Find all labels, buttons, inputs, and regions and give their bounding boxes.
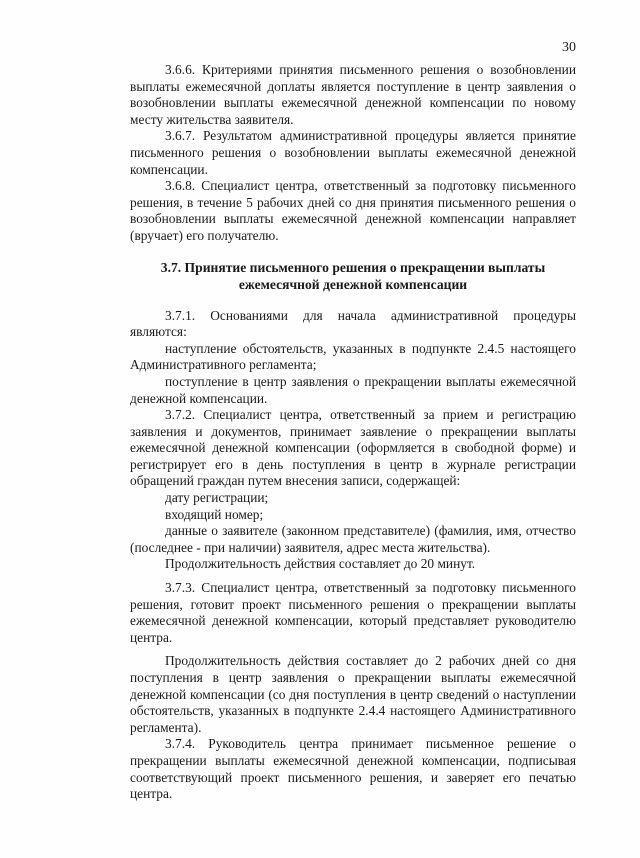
document-body [130, 62, 576, 803]
paragraph-ground-application: поступление в центр заявления о прекращении выплаты ежемесячной денежной компенсации. [130, 373, 576, 406]
paragraph-3-7-1: 3.7.1. Основаниями для начала административной процедуры являются: [130, 307, 576, 340]
section-heading-3-7: 3.7. Принятие письменного решения о прекращении выплаты ежемесячной денежной компенсации [160, 259, 546, 292]
page-number: 30 [562, 40, 576, 55]
list-item-registration-date: дату регистрации; [165, 490, 269, 506]
paragraph-ground-circumstances: наступление обстоятельств, указанных в подпункте 2.4.5 настоящего Административного регламента; [130, 340, 576, 373]
paragraph-3-7-2: 3.7.2. Специалист центра, ответственный за прием и регистрацию заявления и документов, принимает заявление о прекращении выплаты ежемесячной денежной компенсации (оформляется в свободной форме) и регистрирует его в день поступления в центр в журнале регистрации обращений граждан путем внесения записи, содержащей: [130, 407, 576, 489]
paragraph-duration-2-days: Продолжительность действия составляет до 2 рабочих дней со дня поступления в центр заявления о прекращении выплаты ежемесячной денежной компенсации (со дня поступления в центр сведений о наступлении обстоятельств, указанных в подпункте 2.4.4 настоящего Административного регламента). [130, 653, 576, 735]
paragraph-3-6-8: 3.6.8. Специалист центра, ответственный за подготовку письменного решения, в течение 5 рабочих дней со дня принятия письменного решения о возобновлении выплаты ежемесячной денежной компенсации направляет (вручает) его получателю. [130, 178, 576, 243]
list-item-incoming-number: входящий номер; [165, 506, 264, 522]
paragraph-duration-20-min: Продолжительность действия составляет до 20 минут. [165, 556, 476, 572]
paragraph-3-6-6: 3.6.6. Критериями принятия письменного решения о возобновлении выплаты ежемесячной доплаты является поступление в центр заявления о возобновлении выплаты ежемесячной денежной компенсации по новому месту жительства заявителя. [130, 62, 576, 127]
paragraph-3-7-4: 3.7.4. Руководитель центра принимает письменное решение о прекращении выплаты ежемесячной денежной компенсации, подписывая соответствующий проект письменного решения, и заверяет его печатью центра. [130, 736, 576, 802]
paragraph-3-6-7: 3.6.7. Результатом административной процедуры является принятие письменного решения о возобновлении выплаты ежемесячной денежной компенсации. [130, 128, 576, 177]
paragraph-3-7-3: 3.7.3. Специалист центра, ответственный за подготовку письменного решения, готовит проект письменного решения о прекращении выплаты ежемесячной денежной компенсации, который представляет руководителю центра. [130, 580, 576, 645]
list-item-applicant-data: данные о заявителе (законном представителе) (фамилия, имя, отчество (последнее - при наличии) заявителя, адрес места жительства). [130, 523, 576, 555]
